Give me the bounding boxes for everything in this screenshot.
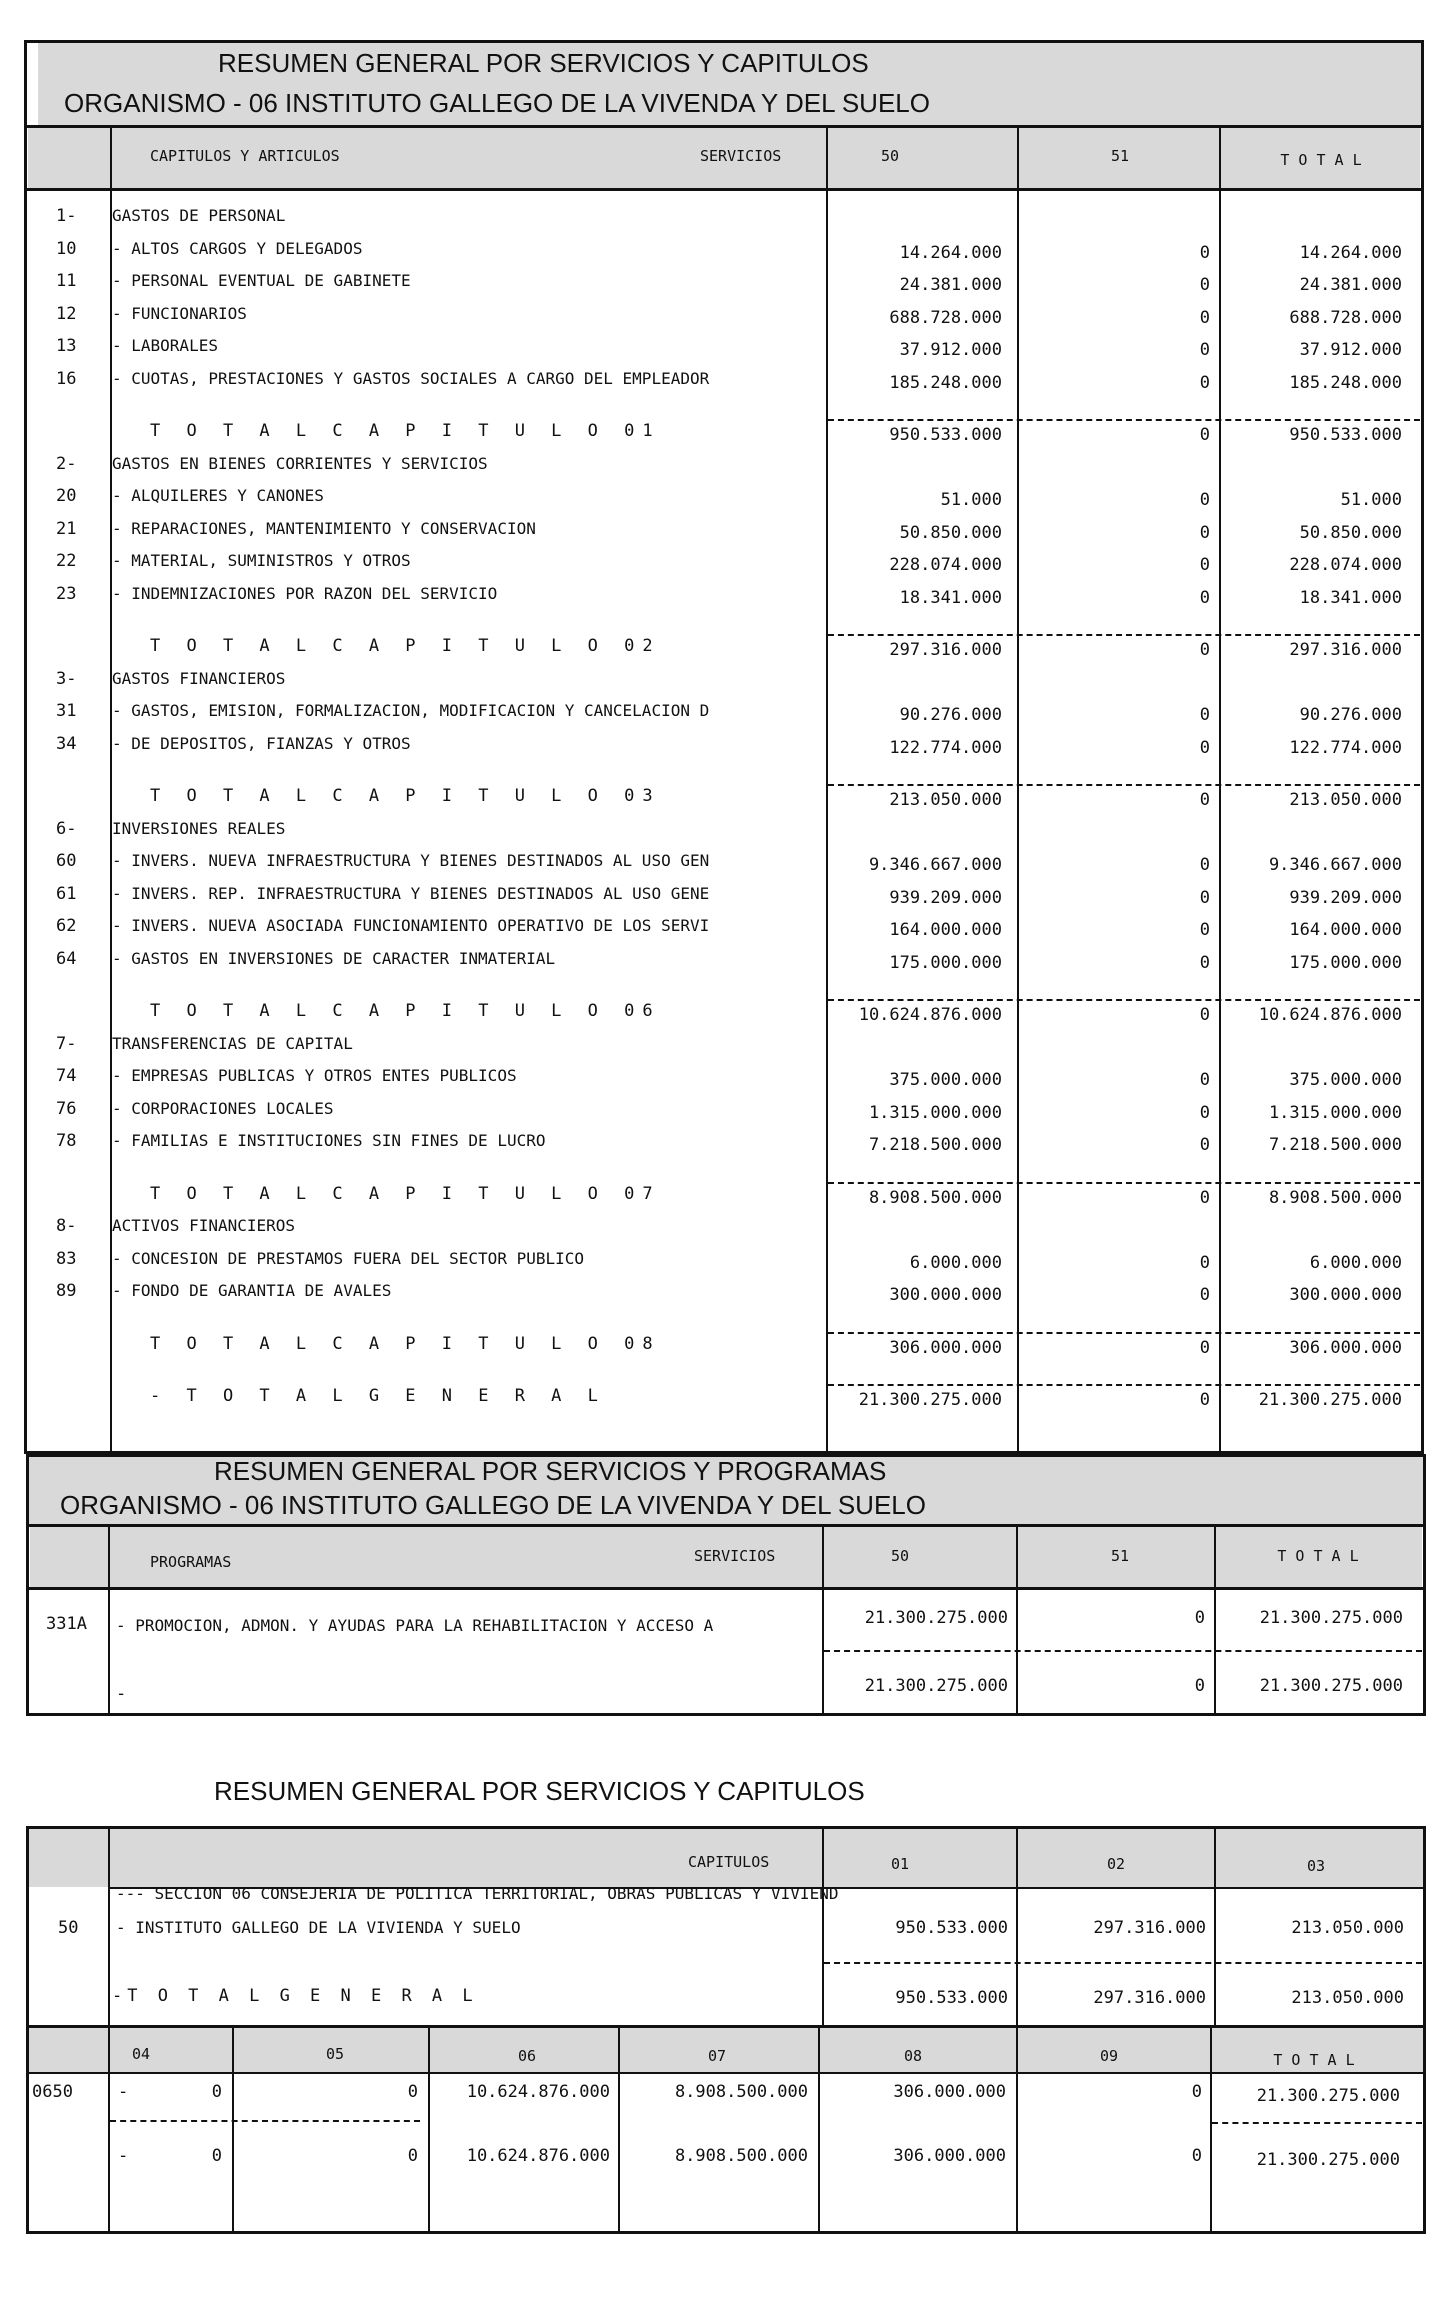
program-value-50: 21.300.275.000 xyxy=(864,1608,1008,1628)
capitulo-total-label: T O T A L C A P I T U L O 08 xyxy=(150,1333,661,1354)
row-label: ACTIVOS FINANCIEROS xyxy=(112,1216,296,1235)
row-value-total: 37.912.000 xyxy=(1299,340,1402,360)
header-servicios: SERVICIOS xyxy=(700,147,782,165)
row-value-total: 375.000.000 xyxy=(1289,1070,1402,1090)
row-value-50: 213.050.000 xyxy=(889,790,1002,810)
row-value-50: 939.209.000 xyxy=(889,887,1002,908)
total-general-label: -T O T A L G E N E R A L xyxy=(112,1986,478,2006)
dashed-separator xyxy=(828,1384,1420,1386)
header-col-51: 51 xyxy=(1110,1547,1130,1565)
header-col-50: 50 xyxy=(890,1547,910,1565)
row-value-50: 375.000.000 xyxy=(889,1070,1002,1090)
row-value-50: 688.728.000 xyxy=(889,307,1002,328)
row-value-51: 0 xyxy=(1199,275,1210,295)
row-label: GASTOS DE PERSONAL xyxy=(112,206,286,225)
section1-title: RESUMEN GENERAL POR SERVICIOS Y CAPITULOS xyxy=(218,48,869,78)
row-label: INVERSIONES REALES xyxy=(112,818,286,838)
row2-value-08: 306.000.000 xyxy=(893,2082,1006,2102)
row-label: - PERSONAL EVENTUAL DE GABINETE xyxy=(112,271,411,290)
row-label: - FONDO DE GARANTIA DE AVALES xyxy=(112,1281,392,1300)
row-value-51: 0 xyxy=(1199,1070,1210,1090)
row-value-50: 164.000.000 xyxy=(889,920,1002,940)
row-value-51: 0 xyxy=(1199,640,1210,660)
row-label: - INDEMNIZACIONES POR RAZON DEL SERVICIO xyxy=(112,583,498,603)
section3-col-sep xyxy=(1210,2028,1212,2234)
section3-col-sep xyxy=(618,2028,620,2234)
section3-col-sep xyxy=(818,2028,820,2234)
sum2-value-08: 306.000.000 xyxy=(893,2146,1006,2166)
row-value-51: 0 xyxy=(1199,1337,1210,1358)
row-value-51: 0 xyxy=(1199,920,1210,940)
header-col-02: 02 xyxy=(1106,1855,1126,1873)
row-label: - MATERIAL, SUMINISTROS Y OTROS xyxy=(112,551,411,570)
row-value-51: 0 xyxy=(1199,425,1210,445)
header-col-06: 06 xyxy=(518,2047,537,2065)
row-value-50: 51.000 xyxy=(940,490,1002,510)
row-value-50: 1.315.000.000 xyxy=(868,1102,1002,1123)
row-label: - EMPRESAS PUBLICAS Y OTROS ENTES PUBLICOS xyxy=(112,1066,517,1085)
sum2-value-05: 0 xyxy=(407,2146,418,2166)
section1-col-sep xyxy=(826,128,828,1454)
dashed-separator xyxy=(828,1332,1420,1334)
row-value-51: 0 xyxy=(1199,1390,1210,1410)
row-code: 7- xyxy=(56,1033,77,1054)
header-servicios: SERVICIOS xyxy=(694,1547,776,1565)
row2-value-04: 0 xyxy=(211,2082,222,2102)
row-label: - INVERS. NUEVA ASOCIADA FUNCIONAMIENTO OPERATIVO DE LOS SERVI xyxy=(112,916,710,935)
row-value-51: 0 xyxy=(1199,490,1210,510)
row-label: GASTOS EN BIENES CORRIENTES Y SERVICIOS xyxy=(112,453,488,473)
servicio-value-02: 297.316.000 xyxy=(1093,1918,1206,1938)
row-value-50: 50.850.000 xyxy=(899,522,1002,543)
row-value-50: 306.000.000 xyxy=(889,1337,1002,1358)
row-value-50: 8.908.500.000 xyxy=(868,1187,1002,1208)
row2-value-09: 0 xyxy=(1191,2082,1202,2102)
section2-col-sep xyxy=(1016,1527,1018,1716)
program-label: - PROMOCION, ADMON. Y AYUDAS PARA LA REHABILITACION Y ACCESO A xyxy=(116,1616,714,1635)
capitulo-total-label: - T O T A L G E N E R A L xyxy=(150,1386,606,1406)
row-value-50: 9.346.667.000 xyxy=(868,855,1002,875)
program-code: 331A xyxy=(46,1614,87,1634)
header-capitulos-articulos: CAPITULOS Y ARTICULOS xyxy=(150,147,340,165)
header-capitulos: CAPITULOS xyxy=(688,1853,770,1871)
row-value-51: 0 xyxy=(1199,1102,1210,1123)
row-code: 11 xyxy=(56,271,77,291)
row-code: 62 xyxy=(56,916,77,936)
header-total: T O T A L xyxy=(1277,1547,1359,1565)
section1-col-sep xyxy=(1219,128,1221,1454)
row-code: 6- xyxy=(56,818,77,839)
row-value-total: 213.050.000 xyxy=(1289,790,1402,810)
row2-value-total: 21.300.275.000 xyxy=(1256,2086,1400,2106)
dashed-separator xyxy=(828,784,1420,786)
dashed-separator xyxy=(828,419,1420,421)
row-value-50: 297.316.000 xyxy=(889,640,1002,660)
row-value-51: 0 xyxy=(1199,372,1210,393)
row-value-51: 0 xyxy=(1199,522,1210,543)
row-value-50: 122.774.000 xyxy=(889,737,1002,758)
row-value-51: 0 xyxy=(1199,1187,1210,1208)
capitulo-total-label: T O T A L C A P I T U L O 01 xyxy=(150,421,661,441)
row-label: - ALQUILERES Y CANONES xyxy=(112,486,324,505)
servicio-value-01: 950.533.000 xyxy=(895,1918,1008,1938)
servicio-label: - INSTITUTO GALLEGO DE LA VIVIENDA Y SUELO xyxy=(116,1918,521,1937)
header-col-51: 51 xyxy=(1110,147,1130,165)
row-value-total: 122.774.000 xyxy=(1289,737,1402,758)
total-general-01: 950.533.000 xyxy=(895,1988,1008,2008)
row-label: TRANSFERENCIAS DE CAPITAL xyxy=(112,1033,353,1053)
sum2-value-total: 21.300.275.000 xyxy=(1256,2150,1400,2170)
row-label: - FAMILIAS E INSTITUCIONES SIN FINES DE LUCRO xyxy=(112,1131,546,1150)
row-value-50: 7.218.500.000 xyxy=(868,1135,1002,1155)
header-col-05: 05 xyxy=(326,2045,345,2063)
row-value-51: 0 xyxy=(1199,242,1210,263)
dashed-separator xyxy=(828,999,1420,1001)
header-col-01: 01 xyxy=(890,1855,910,1873)
row-label: - GASTOS EN INVERSIONES DE CARACTER INMATERIAL xyxy=(112,948,556,968)
row-value-51: 0 xyxy=(1199,790,1210,810)
row-value-51: 0 xyxy=(1199,855,1210,875)
row-label: - CORPORACIONES LOCALES xyxy=(112,1098,334,1118)
row-code: 12 xyxy=(56,303,77,324)
section1-colheader-line-bottom xyxy=(24,188,1424,191)
row-code: 8- xyxy=(56,1216,77,1236)
sum2-value-07: 8.908.500.000 xyxy=(674,2146,808,2166)
section2-col-sep xyxy=(108,1527,110,1716)
row-code: 34 xyxy=(56,733,77,754)
capitulo-total-label: T O T A L C A P I T U L O 03 xyxy=(150,786,661,806)
sum2-dash: - xyxy=(118,2146,129,2166)
row-value-50: 14.264.000 xyxy=(899,242,1002,263)
section2-col-sep xyxy=(1214,1527,1216,1716)
row-code: 2- xyxy=(56,453,77,474)
row-value-50: 90.276.000 xyxy=(899,705,1002,725)
row-value-total: 300.000.000 xyxy=(1289,1285,1402,1305)
row-label: - INVERS. REP. INFRAESTRUCTURA Y BIENES DESTINADOS AL USO GENE xyxy=(112,883,710,903)
row-code: 1- xyxy=(56,206,77,226)
header-col-09: 09 xyxy=(1100,2047,1119,2065)
section3-subheader-line-bottom xyxy=(26,2072,1426,2074)
row-value-50: 185.248.000 xyxy=(889,372,1002,393)
row-value-51: 0 xyxy=(1199,555,1210,575)
row-value-total: 10.624.876.000 xyxy=(1258,1005,1402,1025)
row-value-total: 51.000 xyxy=(1340,490,1402,510)
row-value-51: 0 xyxy=(1199,952,1210,973)
row-value-total: 1.315.000.000 xyxy=(1268,1102,1402,1123)
capitulo-total-label: T O T A L C A P I T U L O 02 xyxy=(150,636,661,656)
servicio-code: 50 xyxy=(58,1918,79,1938)
servicio-value-03: 213.050.000 xyxy=(1291,1918,1404,1938)
row-code: 13 xyxy=(56,336,77,356)
row-label: - REPARACIONES, MANTENIMIENTO Y CONSERVACION xyxy=(112,518,536,538)
row2-value-06: 10.624.876.000 xyxy=(466,2082,610,2102)
row-value-51: 0 xyxy=(1199,587,1210,608)
row-value-total: 950.533.000 xyxy=(1289,425,1402,445)
dashed-separator xyxy=(824,1962,1422,1964)
row2-code: 0650 xyxy=(32,2082,73,2102)
row-code: 3- xyxy=(56,668,77,689)
row-code: 76 xyxy=(56,1098,77,1119)
section3-col-sep xyxy=(1016,2028,1018,2234)
section1-organismo: ORGANISMO - 06 INSTITUTO GALLEGO DE LA VIVENDA Y DEL SUELO xyxy=(64,88,930,118)
row-label: - INVERS. NUEVA INFRAESTRUCTURA Y BIENES DESTINADOS AL USO GEN xyxy=(112,851,710,870)
row-value-total: 297.316.000 xyxy=(1289,640,1402,660)
section3-col-sep xyxy=(1016,1829,1018,2025)
row-value-total: 175.000.000 xyxy=(1289,952,1402,973)
header-total: T O T A L xyxy=(1280,151,1362,169)
row-value-51: 0 xyxy=(1199,340,1210,360)
row-value-total: 90.276.000 xyxy=(1299,705,1402,725)
row-value-50: 228.074.000 xyxy=(889,555,1002,575)
row-value-total: 688.728.000 xyxy=(1289,307,1402,328)
row-label: - LABORALES xyxy=(112,336,218,355)
row-value-50: 300.000.000 xyxy=(889,1285,1002,1305)
section3-col-sep xyxy=(822,1829,824,2025)
section2-col-sep xyxy=(822,1527,824,1716)
row-value-50: 6.000.000 xyxy=(909,1252,1002,1273)
section3-title: RESUMEN GENERAL POR SERVICIOS Y CAPITULOS xyxy=(214,1776,865,1806)
row-value-total: 306.000.000 xyxy=(1289,1337,1402,1358)
program-sum-total: 21.300.275.000 xyxy=(1259,1676,1403,1696)
row-value-51: 0 xyxy=(1199,705,1210,725)
row-code: 22 xyxy=(56,551,77,571)
row-value-total: 9.346.667.000 xyxy=(1268,855,1402,875)
row-value-50: 18.341.000 xyxy=(899,587,1002,608)
row-value-total: 164.000.000 xyxy=(1289,920,1402,940)
dashed-separator xyxy=(1212,2122,1422,2124)
row2-value-07: 8.908.500.000 xyxy=(674,2082,808,2102)
header-col-50: 50 xyxy=(880,147,900,165)
section3-col-sep xyxy=(428,2028,430,2234)
row-value-50: 950.533.000 xyxy=(889,425,1002,445)
row-value-50: 10.624.876.000 xyxy=(858,1005,1002,1025)
sum2-value-09: 0 xyxy=(1191,2146,1202,2166)
header-programas: PROGRAMAS xyxy=(150,1553,232,1571)
row-code: 21 xyxy=(56,518,77,539)
row-value-51: 0 xyxy=(1199,1252,1210,1273)
program-value-51: 0 xyxy=(1194,1608,1205,1628)
total-general-02: 297.316.000 xyxy=(1093,1988,1206,2008)
row-label: GASTOS FINANCIEROS xyxy=(112,668,286,688)
row-label: - FUNCIONARIOS xyxy=(112,303,247,323)
total-general-03: 213.050.000 xyxy=(1291,1988,1404,2008)
row-label: - GASTOS, EMISION, FORMALIZACION, MODIFICACION Y CANCELACION D xyxy=(112,701,710,720)
program-value-total: 21.300.275.000 xyxy=(1259,1608,1403,1628)
section2-colheader-line-bottom xyxy=(26,1587,1426,1590)
program-sum-50: 21.300.275.000 xyxy=(864,1676,1008,1696)
header-col-03: 03 xyxy=(1306,1857,1326,1875)
sum2-value-06: 10.624.876.000 xyxy=(466,2146,610,2166)
section3-col-sep xyxy=(232,2028,234,2234)
row-value-total: 6.000.000 xyxy=(1309,1252,1402,1273)
row-value-total: 939.209.000 xyxy=(1289,887,1402,908)
row-label: - CUOTAS, PRESTACIONES Y GASTOS SOCIALES A CARGO DEL EMPLEADOR xyxy=(112,368,710,388)
row-code: 31 xyxy=(56,701,77,721)
row-value-50: 37.912.000 xyxy=(899,340,1002,360)
capitulo-total-label: T O T A L C A P I T U L O 06 xyxy=(150,1001,661,1021)
header-col-08: 08 xyxy=(904,2047,923,2065)
row-value-51: 0 xyxy=(1199,307,1210,328)
row-code: 20 xyxy=(56,486,77,506)
row-value-51: 0 xyxy=(1199,1285,1210,1305)
row-code: 64 xyxy=(56,948,77,969)
row-value-total: 24.381.000 xyxy=(1299,275,1402,295)
row-value-50: 175.000.000 xyxy=(889,952,1002,973)
section2-organismo: ORGANISMO - 06 INSTITUTO GALLEGO DE LA VIVENDA Y DEL SUELO xyxy=(60,1490,926,1520)
row2-value-05: 0 xyxy=(407,2082,418,2102)
section3-col-sep xyxy=(1214,1829,1216,2025)
dashed-separator xyxy=(110,2120,420,2122)
sum2-value-04: 0 xyxy=(211,2146,222,2166)
row-code: 60 xyxy=(56,851,77,871)
header-col-07: 07 xyxy=(708,2047,727,2065)
row-value-total: 228.074.000 xyxy=(1289,555,1402,575)
row-code: 89 xyxy=(56,1281,77,1301)
row-value-total: 14.264.000 xyxy=(1299,242,1402,263)
capitulo-total-label: T O T A L C A P I T U L O 07 xyxy=(150,1183,661,1204)
row-value-51: 0 xyxy=(1199,1005,1210,1025)
row-code: 23 xyxy=(56,583,77,604)
dashed-separator xyxy=(828,634,1420,636)
seccion-label: --- SECCION 06 CONSEJERIA DE POLITICA TERRITORIAL, OBRAS PUBLICAS Y VIVIEND xyxy=(116,1884,839,1903)
row-value-50: 21.300.275.000 xyxy=(858,1390,1002,1410)
section3-col-sep xyxy=(108,2028,110,2234)
row-value-51: 0 xyxy=(1199,1135,1210,1155)
dashed-separator xyxy=(828,1182,1420,1184)
row-value-51: 0 xyxy=(1199,887,1210,908)
section3-col-sep xyxy=(108,1829,110,2025)
row-code: 10 xyxy=(56,238,77,259)
program-sum-label: - xyxy=(116,1684,127,1704)
section2-title: RESUMEN GENERAL POR SERVICIOS Y PROGRAMAS xyxy=(214,1456,887,1486)
row-value-total: 185.248.000 xyxy=(1289,372,1402,393)
row-code: 16 xyxy=(56,368,77,389)
row-code: 74 xyxy=(56,1066,77,1086)
row-code: 78 xyxy=(56,1131,77,1151)
row-value-total: 50.850.000 xyxy=(1299,522,1402,543)
header-total: T O T A L xyxy=(1273,2051,1355,2069)
row-label: - DE DEPOSITOS, FIANZAS Y OTROS xyxy=(112,733,411,753)
row-value-total: 21.300.275.000 xyxy=(1258,1390,1402,1410)
row2-dash: - xyxy=(118,2082,129,2102)
row-value-total: 7.218.500.000 xyxy=(1268,1135,1402,1155)
header-col-04: 04 xyxy=(132,2045,151,2063)
dashed-separator xyxy=(824,1650,1422,1652)
row-label: - CONCESION DE PRESTAMOS FUERA DEL SECTOR PUBLICO xyxy=(112,1248,585,1268)
row-value-51: 0 xyxy=(1199,737,1210,758)
row-value-total: 8.908.500.000 xyxy=(1268,1187,1402,1208)
row-value-50: 24.381.000 xyxy=(899,275,1002,295)
row-value-total: 18.341.000 xyxy=(1299,587,1402,608)
row-code: 61 xyxy=(56,883,77,904)
row-label: - ALTOS CARGOS Y DELEGADOS xyxy=(112,238,363,258)
row-code: 83 xyxy=(56,1248,77,1269)
program-sum-51: 0 xyxy=(1194,1676,1205,1696)
section1-col-sep xyxy=(1017,128,1019,1454)
